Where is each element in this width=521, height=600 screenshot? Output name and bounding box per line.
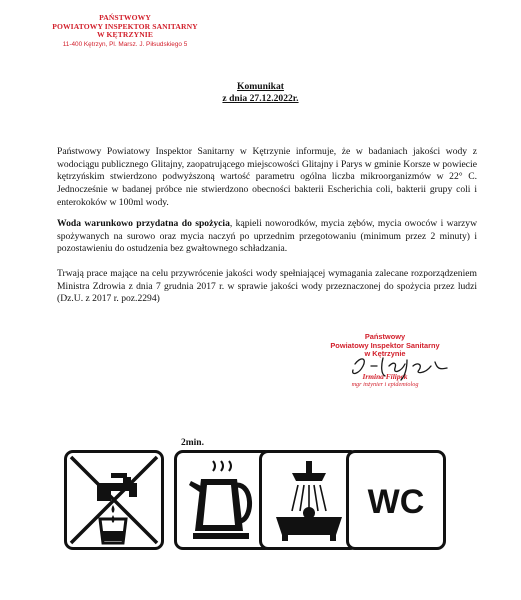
header-stamp-address: 11-400 Kętrzyn, Pl. Marsz. J. Piłsudskiego 5 (62, 41, 188, 49)
signatory-name: Irmina Filipek (362, 371, 408, 381)
paragraph-3: Trwają prace mające na celu przywrócenie jakości wody spełniającej wymagania zalecane rozporządzeniem Ministra Zdrowia z dnia 7 grudnia 2017 r. w sprawie jakości wody przeznaczonej do spożycia przez ludzi (Dz.U. z 2017 r. poz.2294) (57, 268, 477, 305)
header-stamp-line1: PAŃSTWOWY (99, 13, 151, 22)
signature-stamp-line2: Powiatowy Inspektor Sanitarny (330, 340, 440, 350)
paragraph-2-bold: Woda warunkowo przydatna do spożycia (57, 218, 230, 229)
signature-stamp-line1: Państwowy (364, 332, 406, 341)
signature-stamp-line3: w Kętrzynie (364, 349, 406, 359)
header-stamp-line2: POWIATOWY INSPEKTOR SANITARNY (52, 21, 198, 31)
bath-shower-icon (259, 450, 359, 550)
boil-time-label: 2min. (181, 438, 204, 448)
header-stamp (20, 14, 230, 49)
title-line1: Komunikat (237, 81, 284, 92)
paragraph-1: Państwowy Powiatowy Inspektor Sanitarny w Kętrzynie informuje, że w badaniach jakości wody z wodociągu publicznego Glitajny, zaopatrującego miejscowości Glitajny i Parys w gminie Korsze w powiecie kętrzyńskim stwierdzono podwyższoną wartość parametru ogólna liczba mikroorganizmów w 22° C. Jednocześnie w badanej próbce nie stwierdzono obecności bakterii Escherichia coli, bakterii grupy coli i enterokoków w 100ml wody. (57, 146, 477, 208)
title-date: z dnia 27.12.2022r. (222, 93, 299, 105)
header-stamp-line3: W KĘTRZYNIE (96, 30, 154, 40)
wc-icon (346, 450, 446, 550)
no-tap-drinking-icon (64, 450, 164, 550)
wc-label: WC (367, 483, 425, 521)
paragraph-2-rest: , kąpieli noworodków, mycia zębów, mycia owoców i warzyw spożywanych na surowo oraz mycia naczyń po uprzednim przegotowaniu (minimum przez 2 minuty) i pozostawieniu do ostudzenia bez gwałtownego schładzania. (57, 218, 478, 255)
handwritten-signature (335, 352, 465, 382)
document-title (0, 81, 521, 106)
signatory-title: mgr inżynier i epidemiolog (351, 381, 419, 389)
paragraph-2 (57, 218, 477, 256)
